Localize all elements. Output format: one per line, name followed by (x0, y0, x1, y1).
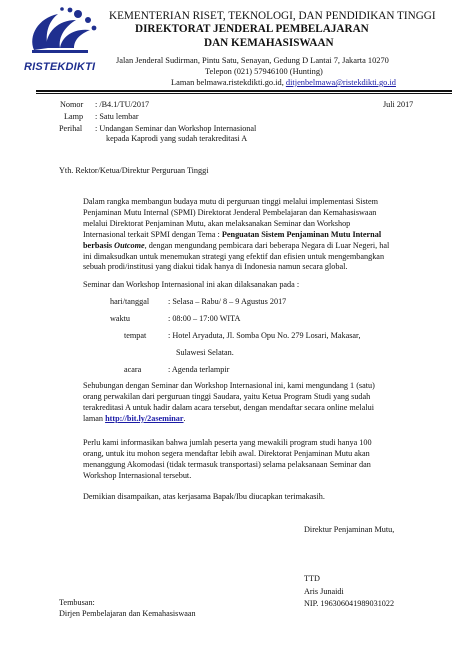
address: Jalan Jenderal Sudirman, Pintu Satu, Senayan, Gedung D Lantai 7, Jakarta 10270 (116, 56, 389, 65)
perihal-label: Perihal (59, 124, 83, 133)
registration-link[interactable]: http://bit.ly/2aseminar (105, 413, 184, 423)
directorate-line-1: DIREKTORAT JENDERAL PEMBELAJARAN (135, 23, 369, 35)
intro-line-5 (83, 241, 427, 252)
hari-label: hari/tanggal (110, 297, 150, 306)
signatory-name: Aris Junaidi (304, 587, 344, 596)
closing-sentence: Demikian disampaikan, atas kerjasama Bapak/Ibu diucapkan terimakasih. (83, 492, 325, 501)
invitation-line-1: Sehubungan dengan Seminar dan Workshop Internasional ini, kami mengundang 1 (satu) (83, 381, 375, 390)
signature-ttd: TTD (304, 574, 320, 583)
intro-line-3: melalui Direktorat Penjaminan Mutu, akan melaksanakan Seminar dan Workshop (83, 218, 351, 228)
acara-label: acara (124, 365, 142, 374)
invitation-line-4 (83, 414, 427, 425)
nomor-value: : /B4.1/TU/2017 (95, 100, 150, 109)
tempat-value-1: : Hotel Aryaduta, Jl. Somba Opu No. 279 Losari, Makasar, (168, 331, 361, 340)
intro-line-6: ini dimaksudkan untuk menemukan strategi yang efektif dan efisien untuk mengembangkan (83, 251, 385, 261)
invitation-line-3: terakreditasi A untuk hadir dalam acara tersebut, dengan mendaftar secara online melalui (83, 402, 374, 412)
intro-line-1: Dalam rangka membangun budaya mutu di perguruan tinggi melalui implementasi Sistem (83, 197, 378, 206)
intro-line-2: Penjaminan Mutu Internal (SPMI) Direktorat Jenderal Pembelajaran dan Kemahasiswaan (83, 207, 377, 217)
paragraph-invitation (83, 381, 427, 425)
nomor-label: Nomor (60, 100, 84, 109)
participants-line-1: Perlu kami informasikan bahwa jumlah peserta yang mewakili program studi hanya 100 (83, 438, 372, 447)
lamp-label: Lamp (64, 112, 84, 121)
cc-recipient: Dirjen Pembelajaran dan Kemahasiswaan (59, 609, 196, 618)
lamp-value: : Satu lembar (95, 112, 139, 121)
recipient: Yth. Rektor/Ketua/Direktur Perguruan Tinggi (59, 166, 209, 175)
schedule-intro: Seminar dan Workshop Internasional ini akan dilaksanakan pada : (83, 280, 300, 289)
directorate-line-2: DAN KEMAHASISWAAN (204, 37, 334, 49)
signatory-nip: NIP. 196306041989031022 (304, 599, 395, 608)
tempat-value-2: Sulawesi Selatan. (176, 348, 234, 357)
participants-line-3: menanggung Akomodasi (tidak termasuk transportasi) selama pelaksanaan Seminar dan (83, 459, 371, 469)
letterhead-rule-thin (36, 93, 452, 94)
ministry-name: KEMENTERIAN RISET, TEKNOLOGI, DAN PENDIDIKAN TINGGI (109, 10, 436, 22)
invitation-line-4-text: laman (83, 413, 106, 423)
hari-value: : Selasa – Rabu/ 8 – 9 Agustus 2017 (168, 297, 287, 306)
intro-line-7: sebuah prodi/institusi yang diakui tidak hanya di Indonesia namun secara global. (83, 262, 348, 272)
invitation-line-2: orang perwakilan dari perguruan tinggi Saudara, yaitu Ketua Program Studi yang sudah (83, 391, 371, 401)
email-link[interactable]: ditjenbelmawa@ristekdikti.go.id (285, 78, 396, 87)
website-line (171, 77, 396, 89)
ristekdikti-logo (24, 6, 104, 73)
paragraph-participants (83, 438, 427, 482)
acara-value: : Agenda terlampir (168, 365, 230, 374)
invitation-period: . (183, 413, 186, 423)
perihal-value-1: : Undangan Seminar dan Workshop Internasional (95, 124, 257, 133)
participants-line-4: Workshop Internasional tersebut. (83, 470, 192, 480)
intro-line-5-text: , dengan mengundang pembicara dari beberapa Negara di Luar Negeri, hal (144, 240, 390, 250)
cc-label: Tembusan: (59, 598, 95, 607)
theme-continued: berbasis (83, 240, 115, 250)
letterhead-rule-thick (36, 90, 452, 92)
paragraph-intro (83, 197, 427, 273)
signatory-title: Direktur Penjaminan Mutu, (304, 525, 395, 534)
theme-outcome: Outcome (114, 240, 145, 250)
waktu-label: waktu (110, 314, 131, 323)
intro-line-4 (83, 230, 427, 241)
tempat-label: tempat (124, 331, 147, 340)
phone: Telepon (021) 57946100 (Hunting) (205, 67, 323, 76)
logo-text: RISTEKDIKTI (24, 61, 96, 73)
seminar-theme: Penguatan Sistem Penjaminan Mutu Internal (221, 229, 382, 239)
letter-date: Juli 2017 (383, 100, 414, 109)
waktu-value: : 08:00 – 17:00 WITA (168, 314, 241, 323)
ristekdikti-emblem-icon (24, 6, 104, 56)
intro-line-4-text: Internasional terkait SPMI dengan Tema : (83, 229, 222, 239)
participants-line-2: orang, untuk itu mohon segera mendaftar lebih awal. Direktorat Penjaminan Mutu akan (83, 448, 370, 458)
perihal-value-2: kepada Kaprodi yang sudah terakreditasi A (106, 134, 248, 143)
website-text: Laman belmawa.ristekdikti.go.id, (171, 78, 286, 87)
